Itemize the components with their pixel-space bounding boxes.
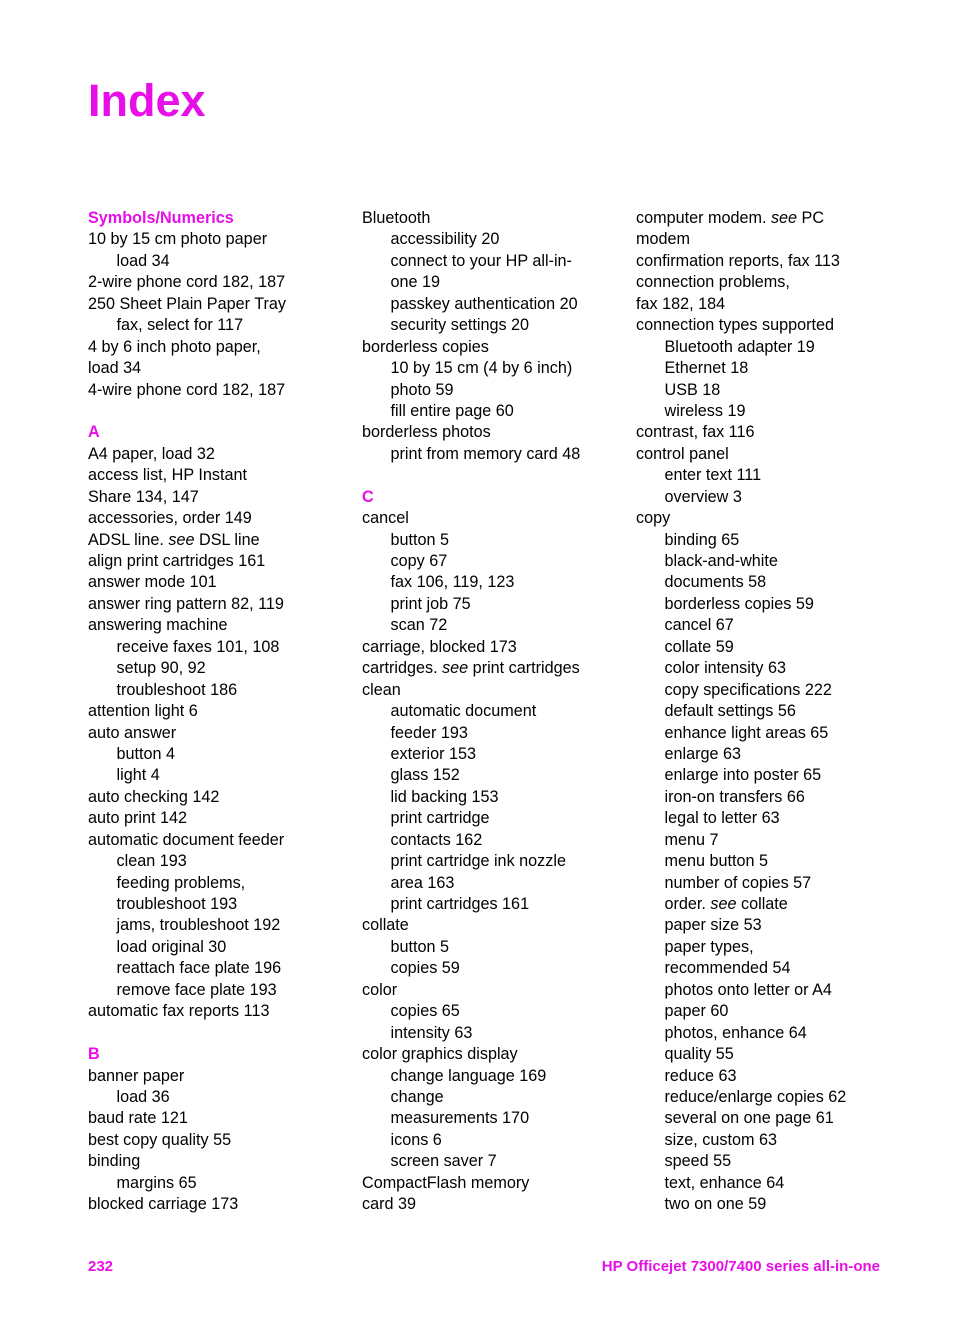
index-subentry: copy specifications 222 bbox=[664, 680, 832, 699]
index-subentry: recommended 54 bbox=[664, 959, 791, 978]
index-entry: card 39 bbox=[362, 1195, 416, 1214]
index-entry: 4-wire phone cord 182, 187 bbox=[88, 380, 286, 399]
index-subentry: load original 30 bbox=[116, 937, 227, 956]
index-section-heading: Symbols/Numerics bbox=[88, 209, 234, 227]
index-subentry: button 5 bbox=[390, 530, 450, 549]
index-subentry: troubleshoot 186 bbox=[116, 680, 238, 699]
index-subentry: button 4 bbox=[116, 744, 176, 763]
index-entry: access list, HP Instant bbox=[88, 466, 247, 485]
index-entry: 10 by 15 cm photo paper bbox=[88, 230, 268, 249]
index-entry: A4 paper, load 32 bbox=[88, 444, 215, 463]
index-subentry: print job 75 bbox=[390, 594, 471, 613]
page-title: Index bbox=[88, 75, 206, 126]
index-entry: load 34 bbox=[88, 359, 142, 378]
index-subentry: reduce/enlarge copies 62 bbox=[664, 1087, 847, 1106]
index-subentry: troubleshoot 193 bbox=[116, 895, 238, 913]
index-subentry: feeding problems, bbox=[116, 873, 246, 892]
index-subentry: automatic document bbox=[390, 702, 537, 721]
index-subentry: enhance light areas 65 bbox=[664, 723, 829, 742]
index-subentry: iron-on transfers 66 bbox=[664, 787, 805, 806]
index-subentry: fax 106, 119, 123 bbox=[390, 573, 515, 592]
footer-product-name: HP Officejet 7300/7400 series all-in-one bbox=[601, 1258, 880, 1275]
index-entry: control panel bbox=[636, 444, 729, 463]
index-entry: auto answer bbox=[88, 723, 177, 742]
index-entry: 2-wire phone cord 182, 187 bbox=[88, 273, 286, 292]
index-entry: fax 182, 184 bbox=[636, 294, 726, 313]
index-subentry: paper size 53 bbox=[664, 916, 762, 935]
index-entry: automatic document feeder bbox=[88, 830, 285, 849]
index-subentry: change bbox=[390, 1087, 444, 1106]
index-entry: clean bbox=[362, 680, 401, 699]
index-entry: Share 134, 147 bbox=[88, 487, 199, 506]
index-entry: connection types supported bbox=[636, 316, 834, 335]
index-subentry: receive faxes 101, 108 bbox=[116, 637, 280, 656]
index-entry: connection problems, bbox=[636, 273, 790, 292]
index-entry bbox=[636, 208, 896, 229]
index-entry: binding bbox=[88, 1152, 141, 1171]
index-subentry bbox=[636, 894, 896, 915]
spacer bbox=[362, 465, 632, 486]
index-subentry: speed 55 bbox=[664, 1152, 732, 1171]
index-entry: accessories, order 149 bbox=[88, 509, 252, 528]
index-subentry: contacts 162 bbox=[390, 830, 483, 849]
index-subentry: print cartridge bbox=[390, 809, 490, 828]
index-subentry: area 163 bbox=[390, 873, 455, 892]
index-subentry: 10 by 15 cm (4 by 6 inch) bbox=[390, 359, 573, 378]
index-subentry: text, enhance 64 bbox=[664, 1173, 785, 1192]
index-entry: 4 by 6 inch photo paper, bbox=[88, 337, 261, 356]
index-subentry: margins 65 bbox=[116, 1173, 197, 1192]
index-entry: attention light 6 bbox=[88, 702, 198, 721]
index-subentry: enlarge into poster 65 bbox=[664, 766, 822, 785]
index-subentry: borderless copies 59 bbox=[664, 594, 814, 613]
index-subentry: copies 65 bbox=[390, 1002, 460, 1021]
spacer bbox=[88, 401, 358, 422]
index-entry: auto checking 142 bbox=[88, 787, 220, 806]
index-entry: carriage, blocked 173 bbox=[362, 637, 517, 656]
index-subentry: print from memory card 48 bbox=[390, 444, 581, 463]
index-entry: automatic fax reports 113 bbox=[88, 1002, 270, 1021]
index-subentry: enter text 111 bbox=[664, 466, 762, 485]
see-reference: see bbox=[710, 895, 737, 913]
index-subentry: print cartridge ink nozzle bbox=[390, 852, 566, 871]
index-entry: color bbox=[362, 980, 398, 999]
index-subentry: size, custom 63 bbox=[664, 1130, 777, 1149]
index-subentry: binding 65 bbox=[664, 530, 740, 549]
index-subentry: paper types, bbox=[664, 937, 754, 956]
entry-text: cartridges. bbox=[362, 659, 443, 678]
index-column-2 bbox=[362, 208, 632, 1216]
index-entry: collate bbox=[362, 916, 409, 935]
index-subentry: menu button 5 bbox=[664, 852, 768, 871]
index-entry: best copy quality 55 bbox=[88, 1130, 232, 1149]
entry-text: computer modem. bbox=[636, 209, 771, 227]
index-subentry: overview 3 bbox=[664, 487, 742, 506]
index-subentry: screen saver 7 bbox=[390, 1152, 497, 1171]
index-subentry: paper 60 bbox=[664, 1002, 729, 1021]
index-subentry: copies 59 bbox=[390, 959, 460, 978]
entry-text: order. bbox=[664, 895, 711, 913]
index-subentry: intensity 63 bbox=[390, 1023, 473, 1042]
entry-reference-target: print cartridges bbox=[468, 659, 580, 678]
index-subentry: connect to your HP all-in- bbox=[390, 251, 572, 270]
index-entry: borderless photos bbox=[362, 423, 491, 442]
index-subentry: Ethernet 18 bbox=[664, 359, 749, 378]
index-entry: modem bbox=[636, 230, 690, 249]
index-entry: answering machine bbox=[88, 616, 228, 635]
index-subentry: icons 6 bbox=[390, 1130, 442, 1149]
see-reference: see bbox=[442, 659, 469, 678]
index-entry: color graphics display bbox=[362, 1045, 518, 1064]
index-subentry: fill entire page 60 bbox=[390, 401, 514, 420]
see-reference: see bbox=[770, 209, 798, 227]
index-entry: contrast, fax 116 bbox=[636, 423, 755, 442]
index-subentry: cancel 67 bbox=[664, 616, 734, 635]
spacer bbox=[88, 1023, 358, 1044]
index-subentry: number of copies 57 bbox=[664, 873, 812, 892]
index-subentry: accessibility 20 bbox=[390, 230, 500, 249]
index-subentry: photo 59 bbox=[390, 380, 454, 399]
index-subentry: print cartridges 161 bbox=[390, 895, 530, 913]
entry-text: ADSL line. bbox=[88, 530, 169, 549]
index-subentry: feeder 193 bbox=[390, 723, 468, 742]
index-subentry: security settings 20 bbox=[390, 316, 530, 335]
index-subentry: legal to letter 63 bbox=[664, 809, 780, 828]
index-subentry: load 34 bbox=[116, 251, 170, 270]
index-subentry: copy 67 bbox=[390, 552, 448, 570]
entry-reference-target: DSL line bbox=[194, 530, 260, 549]
index-subentry: several on one page 61 bbox=[664, 1109, 834, 1128]
index-subentry: glass 152 bbox=[390, 766, 460, 785]
index-subentry: one 19 bbox=[390, 273, 441, 292]
index-subentry: color intensity 63 bbox=[664, 659, 786, 678]
index-subentry: light 4 bbox=[116, 766, 160, 785]
index-section-heading: A bbox=[88, 423, 100, 442]
index-subentry: reattach face plate 196 bbox=[116, 959, 282, 978]
index-subentry: menu 7 bbox=[664, 830, 719, 849]
index-entry: align print cartridges 161 bbox=[88, 552, 266, 570]
index-subentry: jams, troubleshoot 192 bbox=[116, 916, 281, 935]
index-entry: baud rate 121 bbox=[88, 1109, 188, 1128]
index-subentry: Bluetooth adapter 19 bbox=[664, 337, 815, 356]
index-subentry: load 36 bbox=[116, 1087, 170, 1106]
index-entry: confirmation reports, fax 113 bbox=[636, 251, 840, 270]
index-subentry: default settings 56 bbox=[664, 702, 796, 721]
index-subentry: collate 59 bbox=[664, 637, 734, 656]
index-entry: borderless copies bbox=[362, 337, 489, 356]
footer-page-number: 232 bbox=[88, 1258, 114, 1275]
index-subentry: change language 169 bbox=[390, 1066, 547, 1085]
index-entry: answer mode 101 bbox=[88, 573, 217, 592]
index-subentry: quality 55 bbox=[664, 1045, 734, 1064]
index-subentry: measurements 170 bbox=[390, 1109, 530, 1128]
index-subentry: two on one 59 bbox=[664, 1195, 767, 1214]
index-entry: 250 Sheet Plain Paper Tray bbox=[88, 294, 286, 313]
index-subentry: passkey authentication 20 bbox=[390, 294, 578, 313]
entry-reference-target: PC bbox=[797, 209, 825, 227]
index-subentry: lid backing 153 bbox=[390, 787, 499, 806]
index-section-heading: B bbox=[88, 1045, 100, 1064]
index-subentry: reduce 63 bbox=[664, 1066, 737, 1085]
index-subentry: setup 90, 92 bbox=[116, 659, 206, 678]
index-column-1 bbox=[88, 208, 358, 1216]
index-entry: CompactFlash memory bbox=[362, 1173, 530, 1192]
index-entry bbox=[362, 658, 632, 679]
index-subentry: photos onto letter or A4 bbox=[664, 980, 832, 999]
index-entry: answer ring pattern 82, 119 bbox=[88, 594, 284, 613]
index-subentry: scan 72 bbox=[390, 616, 448, 635]
index-subentry: enlarge 63 bbox=[664, 744, 742, 763]
index-subentry: clean 193 bbox=[116, 852, 187, 871]
index-subentry: photos, enhance 64 bbox=[664, 1023, 807, 1042]
index-section-heading: C bbox=[362, 487, 374, 506]
index-entry: blocked carriage 173 bbox=[88, 1195, 239, 1214]
index-entry: auto print 142 bbox=[88, 809, 187, 828]
index-column-3 bbox=[636, 208, 896, 1216]
entry-reference-target: collate bbox=[736, 895, 788, 913]
index-subentry: exterior 153 bbox=[390, 744, 476, 763]
index-entry: banner paper bbox=[88, 1066, 185, 1085]
index-subentry: USB 18 bbox=[664, 380, 721, 399]
index-subentry: fax, select for 117 bbox=[116, 316, 244, 335]
index-subentry: button 5 bbox=[390, 937, 450, 956]
index-entry: cancel bbox=[362, 509, 409, 528]
see-reference: see bbox=[168, 530, 195, 549]
index-entry: copy bbox=[636, 509, 671, 528]
index-subentry: black-and-white bbox=[664, 552, 778, 570]
index-entry bbox=[88, 530, 358, 551]
index-subentry: documents 58 bbox=[664, 573, 767, 592]
index-subentry: remove face plate 193 bbox=[116, 980, 277, 999]
index-subentry: wireless 19 bbox=[664, 401, 746, 420]
index-entry: Bluetooth bbox=[362, 209, 431, 227]
